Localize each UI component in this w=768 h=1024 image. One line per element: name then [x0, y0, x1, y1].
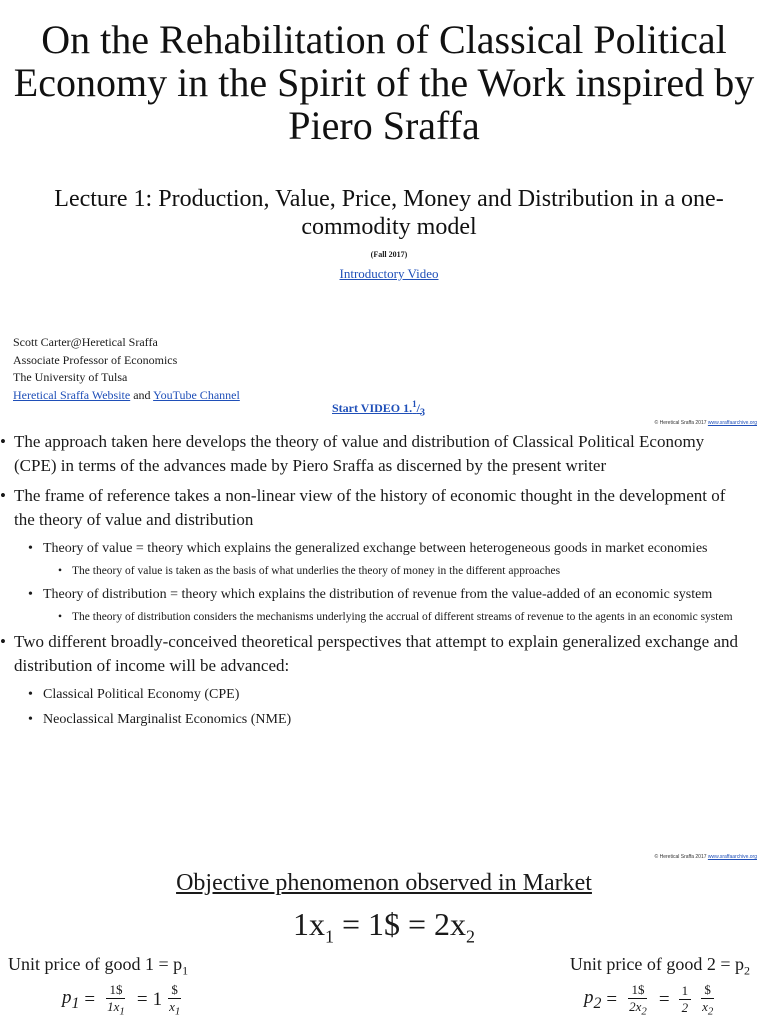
- bullet-icon: •: [28, 712, 33, 727]
- numerator: 1$: [628, 982, 647, 999]
- bullet-text: The theory of value is taken as the basis of what underlies the theory of money in the different approaches: [72, 565, 561, 577]
- label-text: Unit price of good 1 = p: [8, 954, 183, 974]
- list-item: [0, 684, 740, 705]
- denominator-text: x: [702, 999, 708, 1014]
- denominator-subscript: 2: [707, 1005, 714, 1018]
- bullet-text: Classical Political Economy (CPE): [43, 687, 240, 702]
- list-item: [0, 584, 740, 605]
- list-item: [0, 484, 740, 532]
- denominator: 2: [681, 1000, 689, 1016]
- bullet-icon: •: [0, 632, 6, 651]
- start-video-sup: 1: [412, 399, 417, 409]
- fraction: [166, 982, 183, 1018]
- equals-sign: =: [606, 988, 618, 1010]
- market-slide-title: Objective phenomenon observed in Market: [176, 870, 592, 896]
- author-position: Associate Professor of Economics: [13, 352, 178, 367]
- start-video-label: Start VIDEO 1.: [332, 401, 413, 415]
- bullet-text: The frame of reference takes a non-linear view of the history of economic thought in the development of the theory of value and distribution: [14, 486, 726, 529]
- overview-slide: [0, 430, 768, 866]
- bullet-icon: •: [58, 565, 63, 577]
- list-item: [0, 430, 740, 478]
- copyright-notice: [655, 420, 757, 426]
- bullet-icon: •: [0, 486, 6, 505]
- copyright-notice: [655, 854, 757, 860]
- list-item: [0, 609, 740, 626]
- numerator: 1: [679, 983, 692, 1000]
- copyright-text: © Heretical Sraffa 2017: [654, 854, 707, 860]
- fraction: [104, 982, 128, 1018]
- unit-price-good1-label: [8, 954, 188, 979]
- list-item: [0, 538, 740, 559]
- start-video-sub: 3: [419, 407, 425, 419]
- label-subscript: 1: [182, 963, 189, 978]
- formula-lhs: [584, 987, 601, 1013]
- numerator: $: [168, 982, 181, 999]
- bullet-text: Theory of distribution = theory which explains the distribution of revenue from the value-added of an economic system: [43, 587, 713, 602]
- bullet-list: [0, 430, 740, 730]
- youtube-link[interactable]: YouTube Channel: [153, 387, 240, 402]
- equals-sign: =: [136, 988, 148, 1010]
- unit-price-good2-label: [570, 954, 750, 979]
- formula-subscript: 1: [71, 994, 80, 1012]
- bullet-icon: •: [0, 432, 6, 451]
- copyright-text: © Heretical Sraffa 2017: [654, 420, 707, 426]
- denominator: [104, 999, 128, 1018]
- mixed-term: [153, 982, 188, 1018]
- fraction: [699, 982, 716, 1018]
- list-item: [0, 709, 740, 730]
- denominator: [166, 999, 183, 1018]
- denominator: [699, 999, 716, 1018]
- equation-subscript: 2: [466, 926, 476, 947]
- list-item: [0, 630, 740, 678]
- denominator: [626, 999, 650, 1018]
- formula-symbol: p: [584, 986, 594, 1008]
- copyright-link[interactable]: www.sraffaarchive.org: [707, 854, 757, 860]
- intro-video-link[interactable]: Introductory Video: [339, 266, 439, 281]
- author-university: The University of Tulsa: [13, 370, 128, 384]
- bullet-text: Two different broadly-conceived theoretical perspectives that attempt to explain generalized exchange and distribution of income will be advanced:: [14, 632, 738, 675]
- coefficient: 1: [152, 988, 163, 1010]
- bullet-text: The approach taken here develops the theory of value and distribution of Classical Political Economy (CPE) in terms of the advances made by Piero Sraffa as discerned by the present writer: [14, 432, 705, 475]
- denominator-subscript: 1: [119, 1005, 125, 1018]
- equation-part: = 1$ = 2x: [333, 906, 467, 942]
- equals-sign: =: [84, 988, 96, 1010]
- denominator-text: 1x: [107, 999, 120, 1014]
- label-text: Unit price of good 2 = p: [569, 954, 744, 974]
- formula-symbol: p: [62, 986, 72, 1008]
- start-video-slash: /: [416, 401, 420, 415]
- price-formula-good2: [584, 982, 720, 1018]
- price-formula-good1: [62, 982, 187, 1018]
- label-subscript: 2: [744, 963, 750, 978]
- bullet-text: The theory of distribution considers the mechanisms underlying the accrual of different streams of revenue to the agents in an economic system: [72, 611, 733, 623]
- equals-sign: =: [658, 988, 670, 1010]
- formula-lhs: [62, 987, 79, 1013]
- denominator-text: x: [169, 999, 175, 1014]
- copyright-link[interactable]: www.sraffaarchive.org: [707, 420, 757, 426]
- and-text: and: [133, 387, 151, 402]
- fraction: [626, 982, 650, 1018]
- fraction: [679, 983, 692, 1016]
- exchange-equation: [0, 906, 768, 947]
- bullet-icon: •: [28, 587, 33, 602]
- intro-video-container: [0, 266, 768, 282]
- equation-part: 1x: [292, 906, 325, 942]
- start-video-link[interactable]: [332, 399, 425, 418]
- formula-subscript: 2: [593, 994, 602, 1012]
- title-slide: [0, 0, 768, 428]
- term-label: (Fall 2017): [370, 250, 408, 259]
- numerator: 1$: [106, 982, 125, 999]
- denominator-subscript: 1: [174, 1005, 181, 1018]
- slide-title: On the Rehabilitation of Classical Political Economy in the Spirit of the Work inspired by Piero Sraffa: [13, 17, 755, 148]
- denominator-text: 2x: [629, 999, 642, 1014]
- bullet-icon: •: [28, 541, 33, 556]
- author-name: Scott Carter@Heretical Sraffa: [13, 335, 158, 349]
- numerator: $: [701, 982, 714, 999]
- author-block: [13, 334, 240, 404]
- bullet-text: Neoclassical Marginalist Economics (NME): [43, 712, 292, 727]
- bullet-icon: •: [28, 687, 33, 702]
- author-links: [13, 387, 240, 405]
- denominator-subscript: 2: [641, 1005, 647, 1018]
- market-slide: [0, 866, 768, 1024]
- bullet-icon: •: [58, 611, 63, 623]
- bullet-text: Theory of value = theory which explains the generalized exchange between heterogeneous goods in market economies: [43, 541, 708, 556]
- lecture-subtitle: Lecture 1: Production, Value, Price, Money and Distribution in a one-commodity model: [54, 186, 724, 240]
- list-item: [0, 563, 740, 580]
- equation-subscript: 1: [324, 926, 334, 947]
- website-link[interactable]: Heretical Sraffa Website: [13, 387, 131, 402]
